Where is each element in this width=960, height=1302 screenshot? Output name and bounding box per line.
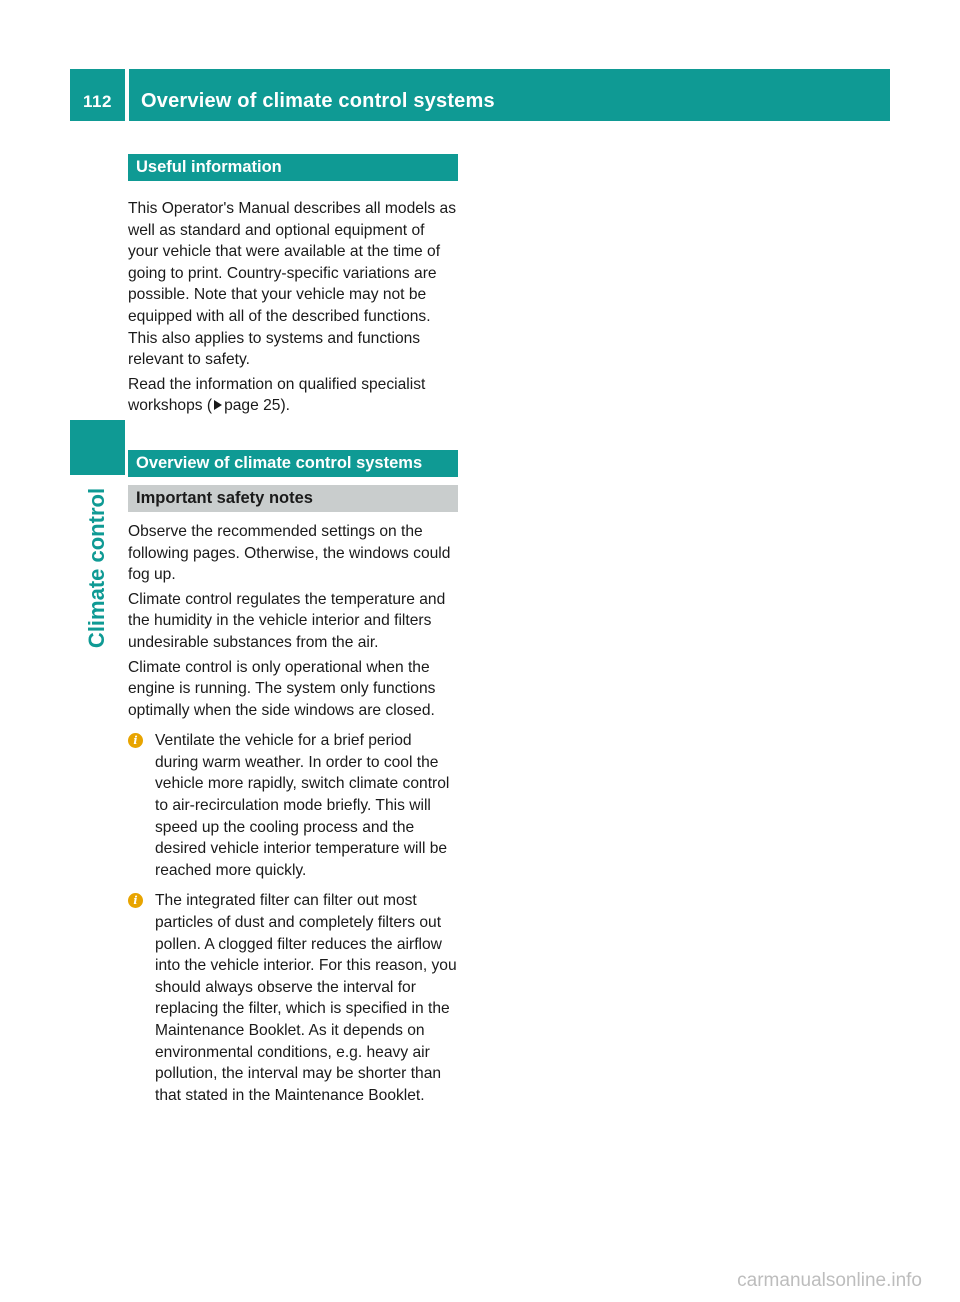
safety-paragraph-3: Climate control is only operational when the engine is running. The system only functions optimally when the side windows are closed. (128, 658, 436, 719)
workshop-reference-paragraph (128, 374, 458, 417)
useful-info-paragraph: This Operator's Manual describes all models as well as standard and optional equipment of your vehicle that were available at the time of going to print. Country-specific variations are possible. Note that your vehicle may not be equipped with all of the described functions. This also applies to systems and functions relevant to safety. (128, 200, 456, 369)
info-icon: i (128, 733, 143, 748)
note-text-filter: The integrated filter can filter out most particles of dust and completely filters out pollen. A clogged filter reduces the airflow into the vehicle interior. For this reason, you should always observe the interval for replacing the filter, which is specified in the Maintenance Booklet. As it depends on environmental conditions, e.g. heavy air pollution, the interval may be shorter than that stated in the Maintenance Booklet. (155, 892, 457, 1104)
side-tab-marker (70, 420, 125, 475)
running-header (129, 69, 890, 121)
triangle-right-icon (214, 400, 222, 410)
safety-paragraph-1: Observe the recommended settings on the following pages. Otherwise, the windows could fog up. (128, 522, 451, 584)
watermark: carmanualsonline.info (737, 1270, 922, 1291)
page-reference-link[interactable]: page 25 (224, 397, 281, 415)
info-icon: i (128, 893, 143, 908)
note-text-ventilate: Ventilate the vehicle for a brief period during warm weather. In order to cool the vehicle more rapidly, switch climate control to air-recirculation mode briefly. This will speed up the cooling process and the desired vehicle interior temperature will be reached more quickly. (155, 732, 450, 879)
side-tab-label: Climate control (84, 487, 109, 649)
workshop-text: Read the information on qualified specialist workshops ( (128, 375, 426, 415)
safety-paragraph-2: Climate control regulates the temperature and the humidity in the vehicle interior and filters undesirable substances from the air. (128, 590, 446, 651)
subsection-heading-safety: Important safety notes (128, 485, 458, 512)
section-heading-useful-information: Useful information (128, 154, 458, 181)
workshop-text-end: ). (280, 397, 290, 415)
running-title: Overview of climate control systems (141, 90, 495, 112)
page-number: 112 (83, 92, 112, 111)
main-content (128, 154, 458, 1109)
info-note-filter (128, 890, 458, 1106)
page-number-box (70, 69, 125, 121)
section-heading-overview: Overview of climate control systems (128, 450, 458, 477)
info-note-ventilate (128, 730, 458, 881)
